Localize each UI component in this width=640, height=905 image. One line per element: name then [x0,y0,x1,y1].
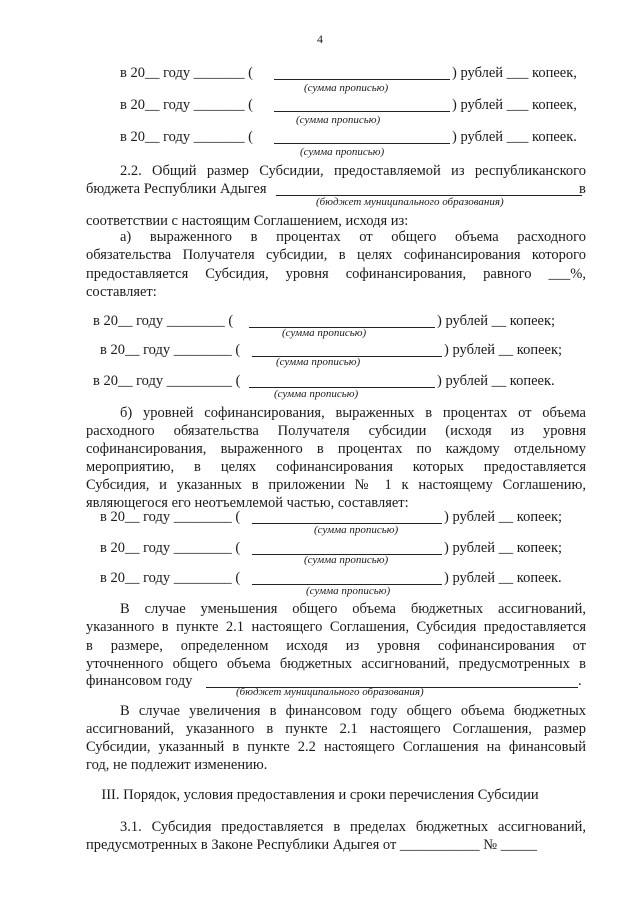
caption-sum: (сумма прописью) [304,82,389,94]
paragraph-line: являющегося его неотъемлемой частью, составляет: [86,495,409,511]
paragraph-line: 3.1. Субсидия предоставляется в пределах бюджетных ассигнований, [120,819,586,835]
caption-budget: (бюджет муниципального образования) [316,196,504,208]
paragraph-line: соответствии с настоящим Соглашением, исходя из: [86,213,409,229]
paragraph-line: уточненного общего объема бюджетных ассигнований, предусмотренных в [86,656,586,672]
paragraph-line: бюджета Республики Адыгея в [86,181,586,197]
section-heading: III. Порядок, условия предоставления и сроки перечисления Субсидии [101,787,539,803]
paragraph-line: 2.2. Общий размер Субсидии, предоставляемой из республиканского [120,163,586,179]
paragraph-line: ассигнований, указанного в пункте 2.1 настоящего Соглашения, размер [86,721,586,737]
caption-budget: (бюджет муниципального образования) [236,686,424,698]
paragraph-line: год, не подлежит изменению. [86,757,268,773]
caption-sum: (сумма прописью) [274,388,359,400]
caption-sum: (сумма прописью) [300,146,385,158]
paragraph-line: финансовом году . [86,673,582,689]
paragraph-line: указанного в пункте 2.1 настоящего Соглашения, Субсидия предоставляется [86,619,586,635]
paragraph-line: Субсидия, и указанных в приложении № 1 к настоящему Соглашению, [86,477,586,493]
paragraph-line: в размере, определенном исходя из уровня софинансирования от [86,638,586,654]
caption-sum: (сумма прописью) [306,585,391,597]
paragraph-line: расходного обязательства Получателя субсидии (исходя из уровня [86,423,586,439]
paragraph-line: составляет: [86,284,157,300]
paragraph-line: предоставляется Субсидия, уровня софинансирования, равного ___%, [86,266,586,282]
caption-sum: (сумма прописью) [276,356,361,368]
caption-sum: (сумма прописью) [304,554,389,566]
paragraph-line: б) уровней софинансирования, выраженных в процентах от объема [120,405,586,421]
page-number: 4 [317,32,323,46]
caption-sum: (сумма прописью) [282,327,367,339]
paragraph-line: предусмотренных в Законе Республики Адыгея от ___________ № _____ [86,837,537,853]
document-page: 4 в 20__ году _______ ( ) рублей ___ копеек, (сумма прописью) в 20__ году _______ ( ) рублей ___ копеек, (сумма прописью) в 20__ году _______ ( ) рублей ___ копеек. (сумма прописью) 2.2. Общий размер Субсидии, предоставляемой из республиканского бюджета Республики Адыгея в (бюджет муниципального образования) соответствии с настоящим Соглашением, исходя из: а) выраженного в процентах от общего объема расходного обязательства Получателя субсидии, в целях софинансирования которого предоставляется Субсидия, уровня софинансирования, равного ___%, составляет: в 20__ году ________ ( ) рублей __ копеек; (сумма прописью) в 20__ году ________ ( ) рублей __ копеек; (сумма прописью) в 20__ году _________ ( ) рублей __ копеек. (сумма прописью) б) уровней софинансирования, выраженных в процентах от объема расходного обязательства Получателя субсидии (исходя из уровня софинансирования, выраженного в процентах по каждому отдельному мероприятию, в целях софинансирования которых предоставляется Субсидия, и указанных в приложении № 1 к настоящему Соглашению, являющегося его неотъемлемой частью, составляет: в 20__ году ________ ( ) рублей __ копеек; (сумма прописью) в 20__ году ________ ( ) рублей __ копеек; (сумма прописью) в 20__ году ________ ( ) рублей __ копеек. (сумма прописью) В случае уменьшения общего объема бюджетных ассигнований, указанного в пункте 2.1 настоящего Соглашения, Субсидия предоставляется в размере, определенном исходя из уровня софинансирования от уточненного общего объема бюджетных ассигнований, предусмотренных в финансовом году . (бюджет муниципального образования) В случае увеличения в финансовом году общего объема бюджетных ассигнований, указанного в пункте 2.1 настоящего Соглашения, размер Субсидии, указанный в пункте 2.2 настоящего Соглашения на финансовый год, не подлежит изменению. III. Порядок, условия предоставления и сроки перечисления Субсидии 3.1. Субсидия предоставляется в пределах бюджетных ассигнований, предусмотренных в Законе Республики Адыгея от ___________ № _____ [0,0,640,905]
paragraph-line: софинансирования, выраженного в процентах по каждому отдельному [86,441,586,457]
paragraph-line: мероприятию, в целях софинансирования которых предоставляется [86,459,586,475]
paragraph-line: В случае увеличения в финансовом году общего объема бюджетных [120,703,586,719]
caption-sum: (сумма прописью) [314,524,399,536]
caption-sum: (сумма прописью) [296,114,381,126]
paragraph-line: Субсидии, указанный в пункте 2.2 настоящего Соглашения на финансовый [86,739,586,755]
paragraph-line: В случае уменьшения общего объема бюджетных ассигнований, [120,601,586,617]
paragraph-line: а) выраженного в процентах от общего объема расходного [120,229,586,245]
paragraph-line: обязательства Получателя субсидии, в целях софинансирования которого [86,247,586,263]
